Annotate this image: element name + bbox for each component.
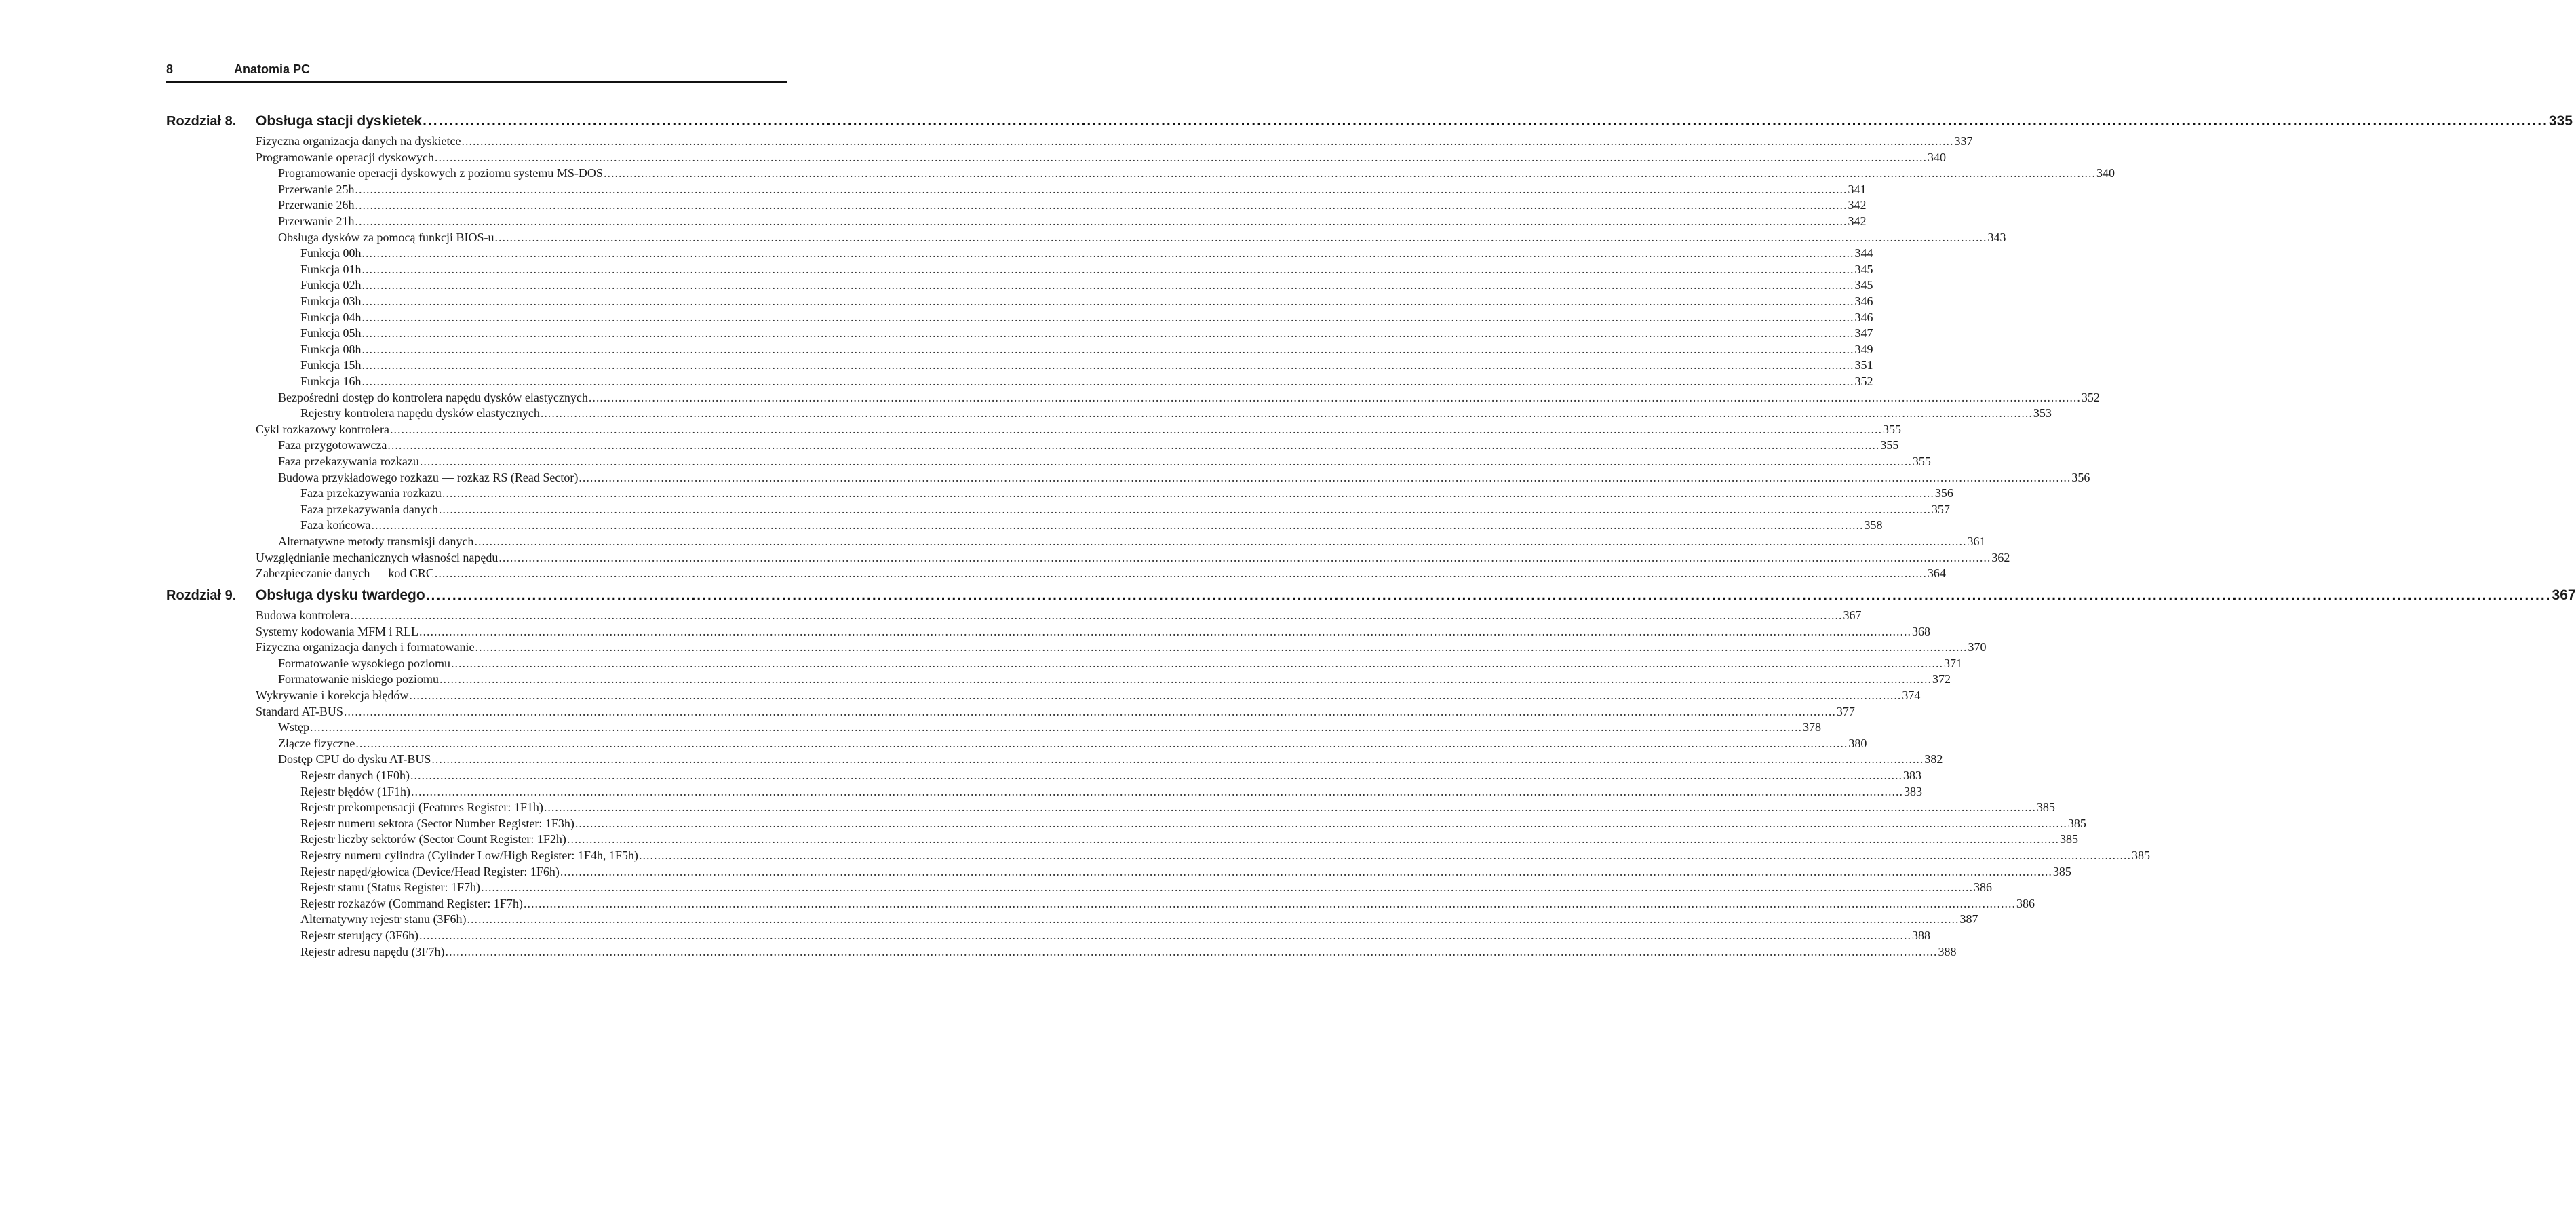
- toc-entry[interactable]: [278, 437, 1899, 453]
- toc-entry[interactable]: [256, 623, 1931, 640]
- entry-title: Standard AT-BUS: [256, 704, 343, 718]
- toc-entry[interactable]: [278, 389, 2100, 406]
- entry-title: Funkcja 16h: [300, 374, 362, 388]
- toc-entry[interactable]: [300, 309, 1873, 326]
- entry-page-number: 374: [1902, 688, 1921, 702]
- dot-leader: ................................................................................................................................................................................................................................................................................................................................................................................................................: [409, 688, 1902, 702]
- entry-page-number: 377: [1836, 704, 1855, 718]
- dot-leader: ................................................................................................................................................................................................................................................................................................................................................................................................................: [438, 502, 1931, 516]
- toc-entry[interactable]: [256, 421, 1901, 437]
- dot-leader: ................................................................................................................................................................................................................................................................................................................................................................................................................: [309, 720, 1802, 735]
- toc-entry[interactable]: [256, 133, 1973, 149]
- dot-leader: ................................................................................................................................................................................................................................................................................................................................................................................................................: [362, 262, 1854, 276]
- entry-page-number: 352: [2081, 390, 2100, 404]
- entry-page-number: 351: [1854, 358, 1873, 372]
- toc-entry[interactable]: [300, 767, 1921, 783]
- dot-leader: ................................................................................................................................................................................................................................................................................................................................................................................................................: [362, 246, 1854, 260]
- entry-title: Funkcja 08h: [300, 342, 362, 356]
- entry-page-number: 356: [2071, 470, 2090, 484]
- chapter-label: Rozdział 8.: [166, 114, 237, 129]
- entry-page-number: 345: [1854, 278, 1873, 292]
- entry-title: Uwzględnianie mechanicznych własności napędu: [256, 550, 499, 564]
- dot-leader: ................................................................................................................................................................................................................................................................................................................................................................................................................: [350, 608, 1843, 622]
- entry-title: Rejestr prekompensacji (Features Register: 1F1h): [300, 800, 543, 815]
- entry-page-number: 385: [2036, 800, 2055, 815]
- entry-page-number: 343: [1987, 230, 2006, 244]
- toc-entry[interactable]: [278, 165, 2115, 181]
- entry-page-number: 344: [1854, 246, 1873, 260]
- dot-leader: ................................................................................................................................................................................................................................................................................................................................................................................................................: [371, 518, 1864, 532]
- entry-page-number: 346: [1854, 294, 1873, 308]
- toc-entry[interactable]: [256, 149, 1946, 165]
- entry-title: Rejestr stanu (Status Register: 1F7h): [300, 880, 480, 895]
- entry-title: Fizyczna organizacja danych i formatowanie: [256, 640, 475, 655]
- entry-title: Złącze fizyczne: [278, 736, 355, 750]
- entry-title: Przerwanie 21h: [278, 214, 355, 228]
- entry-title: Faza przygotowawcza: [278, 438, 387, 452]
- entry-title: Rejestr danych (1F0h): [300, 768, 410, 782]
- toc-entry[interactable]: [278, 655, 1962, 671]
- toc-entry[interactable]: [300, 501, 1950, 518]
- toc-entry[interactable]: [300, 895, 2035, 912]
- entry-page-number: 371: [1943, 656, 1962, 670]
- toc-entry[interactable]: [300, 325, 1873, 341]
- entry-title: Obsługa stacji dyskietek: [256, 113, 423, 129]
- entry-page-number: 341: [1848, 182, 1867, 196]
- dot-leader: ................................................................................................................................................................................................................................................................................................................................................................................................................: [362, 342, 1854, 356]
- chapter-label: Rozdział 9.: [166, 588, 237, 603]
- toc-entry[interactable]: [278, 671, 1951, 687]
- entry-page-number: 367: [1843, 608, 1862, 622]
- entry-page-number: 380: [1848, 736, 1867, 750]
- toc-entry[interactable]: [300, 357, 1873, 373]
- entry-page-number: 347: [1854, 326, 1873, 340]
- toc-entry[interactable]: [278, 469, 2090, 486]
- entry-title: Formatowanie wysokiego poziomu: [278, 656, 450, 670]
- toc-entry[interactable]: [300, 831, 2078, 847]
- entry-title: Funkcja 04h: [300, 310, 362, 324]
- entry-title: Bezpośredni dostęp do kontrolera napędu dysków elastycznych: [278, 390, 588, 404]
- toc-entry[interactable]: [300, 927, 1930, 943]
- toc-entry[interactable]: [300, 517, 1883, 533]
- entry-page-number: 367: [2552, 587, 2576, 603]
- entry-page-number: 370: [1968, 640, 1987, 655]
- entry-page-number: 386: [1973, 880, 1992, 895]
- entry-page-number: 355: [1912, 454, 1931, 468]
- dot-leader: ................................................................................................................................................................................................................................................................................................................................................................................................................: [343, 704, 1836, 718]
- dot-leader: ................................................................................................................................................................................................................................................................................................................................................................................................................: [442, 486, 1934, 501]
- dot-leader: ................................................................................................................................................................................................................................................................................................................................................................................................................: [362, 278, 1854, 292]
- dot-leader: ................................................................................................................................................................................................................................................................................................................................................................................................................: [480, 880, 1973, 895]
- entry-title: Obsługa dysku twardego: [256, 587, 425, 603]
- toc-entry[interactable]: [256, 687, 1921, 703]
- dot-leader: ................................................................................................................................................................................................................................................................................................................................................................................................................: [355, 214, 1848, 228]
- entry-page-number: 388: [1938, 944, 1957, 958]
- toc-entry[interactable]: [300, 277, 1873, 293]
- entry-page-number: 335: [2548, 113, 2573, 129]
- entry-page-number: 342: [1848, 214, 1867, 228]
- entry-title: Funkcja 02h: [300, 278, 362, 292]
- dot-leader: ................................................................................................................................................................................................................................................................................................................................................................................................................: [445, 944, 1938, 958]
- entry-page-number: 345: [1854, 262, 1873, 276]
- entry-title: Cykl rozkazowy kontrolera: [256, 422, 389, 436]
- entry-title: Formatowanie niskiego poziomu: [278, 672, 439, 686]
- dot-leader: ................................................................................................................................................................................................................................................................................................................................................................................................................: [362, 358, 1854, 372]
- dot-leader: ................................................................................................................................................................................................................................................................................................................................................................................................................: [431, 752, 1924, 766]
- entry-page-number: 357: [1931, 502, 1950, 516]
- dot-leader: ................................................................................................................................................................................................................................................................................................................................................................................................................: [588, 390, 2081, 404]
- toc-entry[interactable]: [256, 549, 2010, 566]
- dot-leader: ................................................................................................................................................................................................................................................................................................................................................................................................................: [419, 624, 1912, 638]
- toc-entry[interactable]: [278, 229, 2006, 246]
- dot-leader: ................................................................................................................................................................................................................................................................................................................................................................................................................: [419, 454, 1912, 468]
- dot-leader: ................................................................................................................................................................................................................................................................................................................................................................................................................: [467, 912, 1959, 926]
- dot-leader: ................................................................................................................................................................................................................................................................................................................................................................................................................: [410, 784, 1903, 798]
- toc-entry[interactable]: [256, 639, 1987, 655]
- chapter-entry[interactable]: [256, 112, 2573, 131]
- dot-leader: ................................................................................................................................................................................................................................................................................................................................................................................................................: [475, 640, 1968, 655]
- entry-title: Przerwanie 25h: [278, 182, 355, 196]
- dot-leader: ................................................................................................................................................................................................................................................................................................................................................................................................................: [450, 656, 1943, 670]
- entry-title: Wstęp: [278, 720, 309, 735]
- entry-page-number: 342: [1848, 198, 1867, 212]
- toc-entry[interactable]: [300, 863, 2071, 880]
- entry-page-number: 385: [2067, 816, 2086, 830]
- toc-entry[interactable]: [278, 197, 1867, 213]
- toc-entry[interactable]: [300, 879, 1992, 895]
- entry-title: Dostęp CPU do dysku AT-BUS: [278, 752, 431, 766]
- dot-leader: ................................................................................................................................................................................................................................................................................................................................................................................................................: [434, 150, 1927, 164]
- dot-leader: ................................................................................................................................................................................................................................................................................................................................................................................................................: [499, 550, 1991, 564]
- entry-page-number: 378: [1802, 720, 1821, 735]
- dot-leader: ................................................................................................................................................................................................................................................................................................................................................................................................................: [543, 800, 2036, 815]
- toc-entry[interactable]: [300, 943, 1957, 960]
- entry-title: Funkcja 00h: [300, 246, 362, 260]
- dot-leader: ................................................................................................................................................................................................................................................................................................................................................................................................................: [362, 326, 1854, 340]
- dot-leader: ................................................................................................................................................................................................................................................................................................................................................................................................................: [439, 672, 1932, 686]
- toc-entry[interactable]: [300, 485, 1953, 501]
- toc-entry[interactable]: [300, 799, 2055, 815]
- entry-title: Rejestr błędów (1F1h): [300, 784, 410, 798]
- entry-title: Rejestr adresu napędu (3F7h): [300, 944, 445, 958]
- chapter-entry[interactable]: [256, 586, 2576, 605]
- entry-title: Obsługa dysków za pomocą funkcji BIOS-u: [278, 230, 494, 244]
- toc-entry[interactable]: [256, 565, 1946, 581]
- dot-leader: ................................................................................................................................................................................................................................................................................................................................................................................................................: [474, 534, 1967, 548]
- dot-leader: ................................................................................................................................................................................................................................................................................................................................................................................................................: [579, 470, 2071, 484]
- dot-leader: ................................................................................................................................................................................................................................................................................................................................................................................................................: [418, 929, 1911, 942]
- toc-entry[interactable]: [300, 911, 1978, 927]
- toc-entry[interactable]: [300, 373, 1873, 389]
- dot-leader: ................................................................................................................................................................................................................................................................................................................................................................................................................: [425, 587, 2552, 603]
- dot-leader: ................................................................................................................................................................................................................................................................................................................................................................................................................: [423, 113, 2548, 129]
- entry-page-number: 383: [1902, 768, 1921, 782]
- toc-entry[interactable]: [300, 847, 2150, 863]
- toc-entry[interactable]: [300, 293, 1873, 309]
- entry-page-number: 383: [1903, 784, 1922, 798]
- entry-title: Rejestr sterujący (3F6h): [300, 929, 418, 942]
- running-title: Anatomia PC: [234, 62, 311, 76]
- dot-leader: ................................................................................................................................................................................................................................................................................................................................................................................................................: [603, 166, 2096, 180]
- entry-page-number: 340: [1927, 150, 1946, 164]
- dot-leader: ................................................................................................................................................................................................................................................................................................................................................................................................................: [560, 864, 2052, 878]
- entry-title: Faza przekazywania rozkazu: [300, 486, 442, 501]
- entry-title: Fizyczna organizacja danych na dyskietce: [256, 134, 461, 148]
- entry-title: Programowanie operacji dyskowych: [256, 150, 434, 164]
- toc-entry[interactable]: [300, 341, 1873, 357]
- entry-title: Rejestr rozkazów (Command Register: 1F7h): [300, 896, 523, 910]
- dot-leader: ................................................................................................................................................................................................................................................................................................................................................................................................................: [434, 566, 1927, 581]
- entry-page-number: 353: [2033, 406, 2052, 421]
- entry-title: Faza przekazywania danych: [300, 502, 438, 516]
- entry-page-number: 361: [1967, 534, 1986, 548]
- entry-title: Alternatywne metody transmisji danych: [278, 534, 474, 548]
- toc-entry[interactable]: [300, 815, 2086, 832]
- entry-title: Programowanie operacji dyskowych z poziomu systemu MS-DOS: [278, 166, 603, 180]
- toc-entry[interactable]: [278, 453, 1931, 469]
- dot-leader: ................................................................................................................................................................................................................................................................................................................................................................................................................: [566, 832, 2059, 846]
- dot-leader: ................................................................................................................................................................................................................................................................................................................................................................................................................: [362, 374, 1854, 388]
- entry-title: Systemy kodowania MFM i RLL: [256, 624, 419, 638]
- entry-page-number: 372: [1932, 672, 1951, 686]
- dot-leader: ................................................................................................................................................................................................................................................................................................................................................................................................................: [638, 848, 2131, 862]
- entry-page-number: 362: [1991, 550, 2010, 564]
- toc-entry[interactable]: [256, 607, 1862, 623]
- dot-leader: ................................................................................................................................................................................................................................................................................................................................................................................................................: [461, 134, 1954, 148]
- toc-entry[interactable]: [300, 245, 1873, 261]
- page-number: 8: [166, 62, 174, 76]
- entry-title: Faza końcowa: [300, 518, 371, 532]
- entry-page-number: 358: [1864, 518, 1883, 532]
- entry-title: Funkcja 15h: [300, 358, 362, 372]
- entry-page-number: 385: [2131, 848, 2150, 862]
- dot-leader: ................................................................................................................................................................................................................................................................................................................................................................................................................: [362, 310, 1854, 324]
- entry-title: Funkcja 03h: [300, 294, 362, 308]
- dot-leader: ................................................................................................................................................................................................................................................................................................................................................................................................................: [355, 182, 1848, 196]
- entry-title: Rejestr liczby sektorów (Sector Count Register: 1F2h): [300, 832, 566, 846]
- dot-leader: ................................................................................................................................................................................................................................................................................................................................................................................................................: [540, 406, 2033, 421]
- toc-entry[interactable]: [256, 703, 1855, 720]
- entry-page-number: 364: [1927, 566, 1946, 581]
- toc-entry[interactable]: [278, 213, 1867, 229]
- entry-page-number: 386: [2016, 896, 2035, 910]
- entry-title: Budowa kontrolera: [256, 608, 350, 622]
- entry-page-number: 387: [1959, 912, 1978, 926]
- toc-entry[interactable]: [278, 533, 1986, 549]
- entry-page-number: 349: [1854, 342, 1873, 356]
- entry-page-number: 356: [1934, 486, 1953, 501]
- entry-title: Rejestr numeru sektora (Sector Number Register: 1F3h): [300, 816, 574, 830]
- entry-title: Przerwanie 26h: [278, 198, 355, 212]
- entry-title: Rejestry kontrolera napędu dysków elastycznych: [300, 406, 540, 421]
- entry-page-number: 355: [1880, 438, 1899, 452]
- entry-title: Zabezpieczanie danych — kod CRC: [256, 566, 434, 581]
- entry-page-number: 382: [1924, 752, 1943, 766]
- dot-leader: ................................................................................................................................................................................................................................................................................................................................................................................................................: [389, 422, 1882, 436]
- entry-title: Funkcja 05h: [300, 326, 362, 340]
- toc-entry[interactable]: [300, 261, 1873, 277]
- entry-title: Budowa przykładowego rozkazu — rozkaz RS (Read Sector): [278, 470, 579, 484]
- dot-leader: ................................................................................................................................................................................................................................................................................................................................................................................................................: [387, 438, 1880, 452]
- toc-entry[interactable]: [300, 783, 1922, 800]
- toc-entry[interactable]: [278, 735, 1867, 752]
- entry-title: Funkcja 01h: [300, 262, 362, 276]
- dot-leader: ................................................................................................................................................................................................................................................................................................................................................................................................................: [355, 198, 1848, 212]
- entry-page-number: 385: [2052, 864, 2071, 878]
- entry-page-number: 388: [1911, 929, 1930, 942]
- dot-leader: ................................................................................................................................................................................................................................................................................................................................................................................................................: [410, 768, 1902, 782]
- dot-leader: ................................................................................................................................................................................................................................................................................................................................................................................................................: [494, 230, 1987, 244]
- entry-page-number: 340: [2096, 166, 2115, 180]
- entry-title: Wykrywanie i korekcja błędów: [256, 688, 409, 702]
- entry-page-number: 346: [1854, 310, 1873, 324]
- entry-title: Rejestry numeru cylindra (Cylinder Low/High Register: 1F4h, 1F5h): [300, 848, 638, 862]
- entry-page-number: 355: [1882, 422, 1901, 436]
- dot-leader: ................................................................................................................................................................................................................................................................................................................................................................................................................: [355, 736, 1848, 750]
- entry-page-number: 337: [1954, 134, 1973, 148]
- toc-entry[interactable]: [278, 181, 1867, 197]
- toc-entry[interactable]: [278, 751, 1943, 767]
- toc-entry[interactable]: [300, 405, 2052, 421]
- entry-page-number: 368: [1912, 624, 1931, 638]
- entry-title: Rejestr napęd/głowica (Device/Head Register: 1F6h): [300, 864, 560, 878]
- entry-title: Alternatywny rejestr stanu (3F6h): [300, 912, 467, 926]
- dot-leader: ................................................................................................................................................................................................................................................................................................................................................................................................................: [362, 294, 1854, 308]
- dot-leader: ................................................................................................................................................................................................................................................................................................................................................................................................................: [523, 896, 2016, 910]
- toc-entry[interactable]: [278, 719, 1821, 735]
- entry-page-number: 385: [2059, 832, 2078, 846]
- entry-title: Faza przekazywania rozkazu: [278, 454, 419, 468]
- entry-page-number: 352: [1854, 374, 1873, 388]
- dot-leader: ................................................................................................................................................................................................................................................................................................................................................................................................................: [574, 816, 2067, 830]
